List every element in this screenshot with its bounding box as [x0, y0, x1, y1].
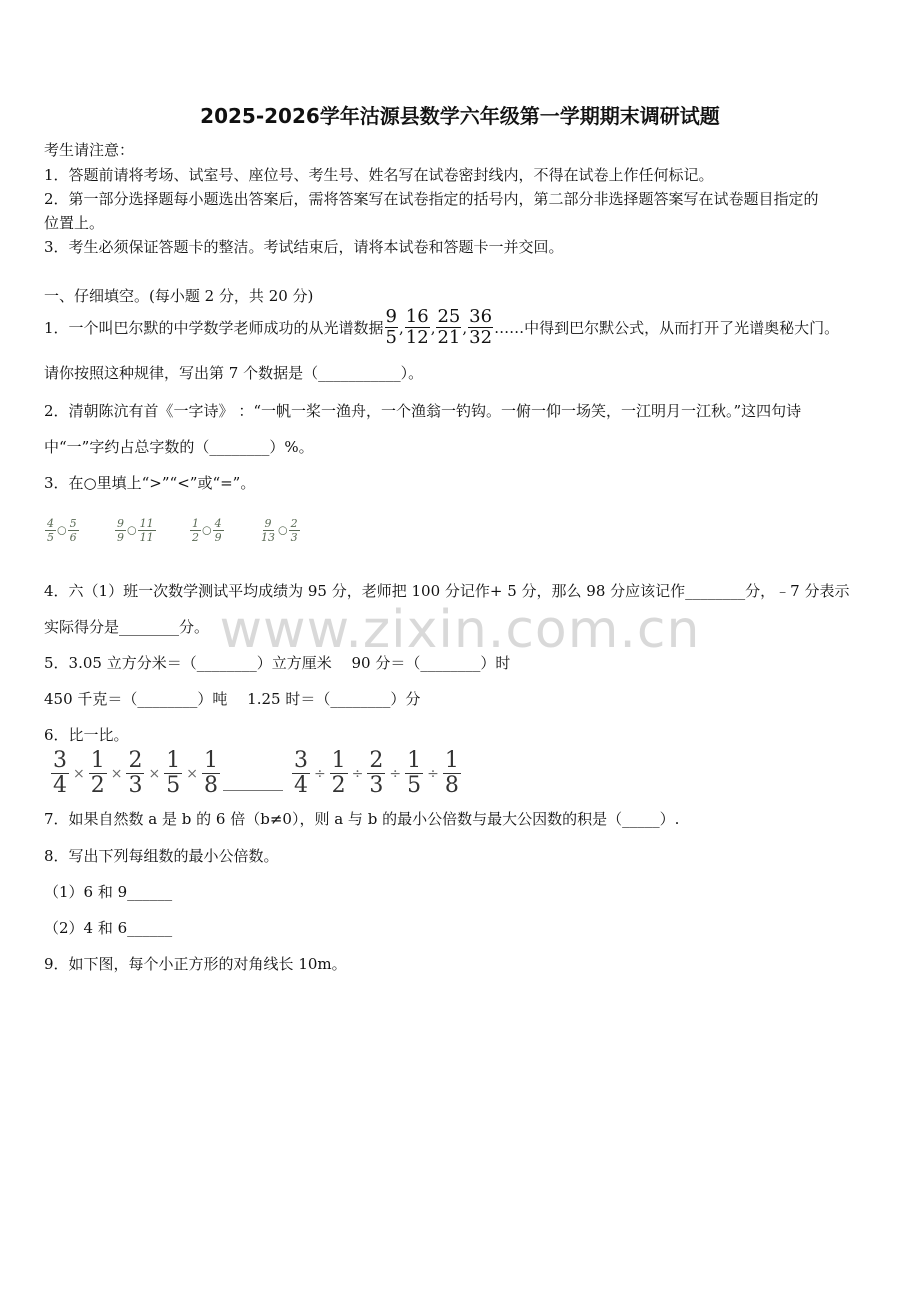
q5-line2: 450 千克＝（________）吨 1.25 时＝（________）分: [44, 690, 421, 708]
q7-text: 7．如果自然数 a 是 b 的 6 倍（b≠0），则 a 与 b 的最小公倍数与最大公因数的积是（_____）.: [44, 810, 680, 828]
notice-item: 2．第一部分选择题每小题选出答案后，需将答案写在试卷指定的括号内，第二部分非选择题答案写在试卷题目指定的: [44, 190, 819, 208]
q3-text: 3．在○里填上“>”“<”或“=”。: [44, 474, 256, 492]
q6-expression: $\frac{3}{4}$ × $\frac{1}{2}$ × $\frac{2}{3}$ × $\frac{1}{5}$ × $\frac{1}{8}$ ________ $\frac{3}{4}$ ÷ $\frac{1}{2}$ ÷ $\frac{2}{3}$ ÷ $\frac{1}{5}$ ÷ $\frac{1}{8}$: [53, 748, 459, 798]
notice-item: 3．考生必须保证答题卡的整洁。考试结束后，请将本试卷和答题卡一并交回。: [44, 238, 564, 256]
q1-series: $\frac{9}{5}$ , $\frac{16}{12}$ , $\frac{25}{21}$ , $\frac{36}{32}$: [385, 306, 493, 348]
fraction: $\frac{9}{5}$: [385, 306, 397, 348]
notice-heading: 考生请注意：: [44, 141, 135, 159]
watermark: www.zixin.com.cn: [219, 600, 701, 660]
q2-line2: 中“一”字约占总字数的（________）%。: [44, 438, 314, 456]
comparison-pair: $\frac{9}{9}$ ○ $\frac{11}{11}$: [117, 517, 154, 544]
comparison-pair: $\frac{4}{5}$ ○ $\frac{5}{6}$: [47, 517, 77, 544]
q1-suffix: ……中得到巴尔默公式，从而打开了光谱奥秘大门。: [494, 319, 840, 337]
q8-item: （2）4 和 6______: [44, 919, 173, 937]
page-title: 2025-2026学年沽源县数学六年级第一学期期末调研试题: [200, 104, 720, 128]
fraction: $\frac{1}{8}$: [444, 748, 459, 798]
q4-line2: 实际得分是________分。: [44, 618, 210, 636]
compare-circle[interactable]: ○: [278, 523, 288, 537]
fraction: $\frac{2}{3}$: [369, 748, 384, 798]
fraction: $\frac{36}{32}$: [469, 306, 493, 348]
fraction: $\frac{1}{2}$: [331, 748, 346, 798]
fraction: $\frac{25}{21}$: [437, 306, 461, 348]
compare-circle[interactable]: ○: [202, 523, 212, 537]
q9-text: 9．如下图，每个小正方形的对角线长 10m。: [44, 955, 347, 973]
section-heading: 一、仔细填空。(每小题 2 分，共 20 分): [44, 287, 314, 305]
compare-circle[interactable]: ○: [127, 523, 137, 537]
q1-prefix: 1．一个叫巴尔默的中学数学老师成功的从光谱数据: [44, 319, 384, 337]
comparison-pair: $\frac{9}{13}$ ○ $\frac{2}{3}$: [261, 517, 298, 544]
q1-line2: 请你按照这种规律，写出第 7 个数据是（___________）。: [44, 364, 424, 382]
fraction: $\frac{1}{2}$: [90, 748, 105, 798]
q4-line1: 4．六（1）班一次数学测试平均成绩为 95 分，老师把 100 分记作+ 5 分，那么 98 分应该记作________分，﹣7 分表示: [44, 582, 850, 600]
fraction: $\frac{16}{12}$: [405, 306, 429, 348]
q6-text: 6．比一比。: [44, 726, 129, 744]
q2-line1: 2．清朝陈沆有首《一字诗》 ：“一帆一桨一渔舟，一个渔翁一钓钩。一俯一仰一场笑，一江明月一江秋。”这四句诗: [44, 402, 802, 420]
q5-line1: 5．3.05 立方分米＝（________）立方厘米 90 分＝（________）时: [44, 654, 511, 672]
answer-blank[interactable]: ________: [222, 773, 283, 791]
fraction: $\frac{3}{4}$: [293, 748, 308, 798]
fraction: $\frac{1}{5}$: [166, 748, 181, 798]
fraction: $\frac{1}{8}$: [203, 748, 218, 798]
notice-item: 位置上。: [44, 214, 105, 232]
fraction: $\frac{3}{4}$: [53, 748, 67, 798]
comparison-pair: $\frac{1}{2}$ ○ $\frac{4}{9}$: [192, 517, 222, 544]
notice-item: 1．答题前请将考场、试室号、座位号、考生号、姓名写在试卷密封线内，不得在试卷上作任何标记。: [44, 166, 714, 184]
fraction: $\frac{1}{5}$: [407, 748, 422, 798]
q8-item: （1）6 和 9______: [44, 883, 173, 901]
compare-circle[interactable]: ○: [57, 523, 67, 537]
fraction: $\frac{2}{3}$: [128, 748, 143, 798]
question-1: [44, 308, 839, 347]
q8-text: 8．写出下列每组数的最小公倍数。: [44, 847, 279, 865]
